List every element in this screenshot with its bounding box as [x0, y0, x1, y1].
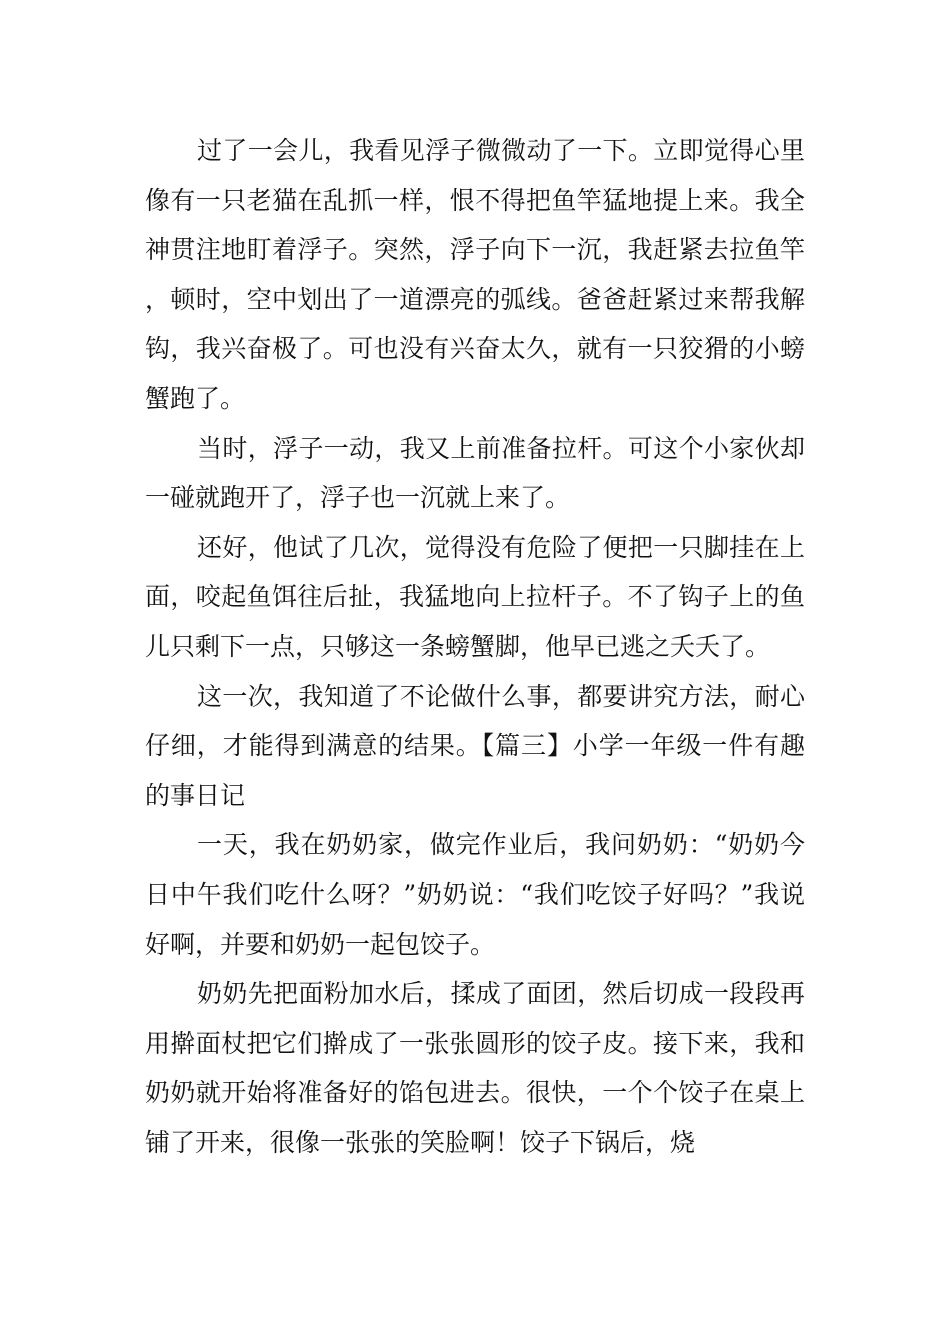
paragraph: 还好，他试了几次，觉得没有危险了便把一只脚挂在上面，咬起鱼饵往后扯，我猛地向上拉杆子。不了钩子上的鱼儿只剩下一点，只够这一条螃蟹脚，他早已逃之夭夭了。 [145, 532, 805, 661]
paragraph: 这一次，我知道了不论做什么事，都要讲究方法，耐心仔细，才能得到满意的结果。【篇三】小学一年级一件有趣的事日记 [145, 681, 805, 810]
document-body [145, 126, 805, 1167]
paragraph: 一天，我在奶奶家，做完作业后，我问奶奶：“奶奶今日中午我们吃什么呀？”奶奶说：“我们吃饺子好吗？”我说好啊，并要和奶奶一起包饺子。 [145, 830, 805, 959]
paragraph: 过了一会儿，我看见浮子微微动了一下。立即觉得心里像有一只老猫在乱抓一样，恨不得把鱼竿猛地提上来。我全神贯注地盯着浮子。突然，浮子向下一沉，我赶紧去拉鱼竿，顿时，空中划出了一道漂亮的弧线。爸爸赶紧过来帮我解钩，我兴奋极了。可也没有兴奋太久，就有一只狡猾的小螃蟹跑了。 [145, 136, 805, 413]
paragraph: 当时，浮子一动，我又上前准备拉杆。可这个小家伙却一碰就跑开了，浮子也一沉就上来了。 [145, 433, 805, 513]
paragraph: 奶奶先把面粉加水后，揉成了面团，然后切成一段段再用擀面杖把它们擀成了一张张圆形的饺子皮。接下来，我和奶奶就开始将准备好的馅包进去。很快，一个个饺子在桌上铺了开来，很像一张张的笑脸啊！饺子下锅后，烧 [145, 979, 805, 1157]
